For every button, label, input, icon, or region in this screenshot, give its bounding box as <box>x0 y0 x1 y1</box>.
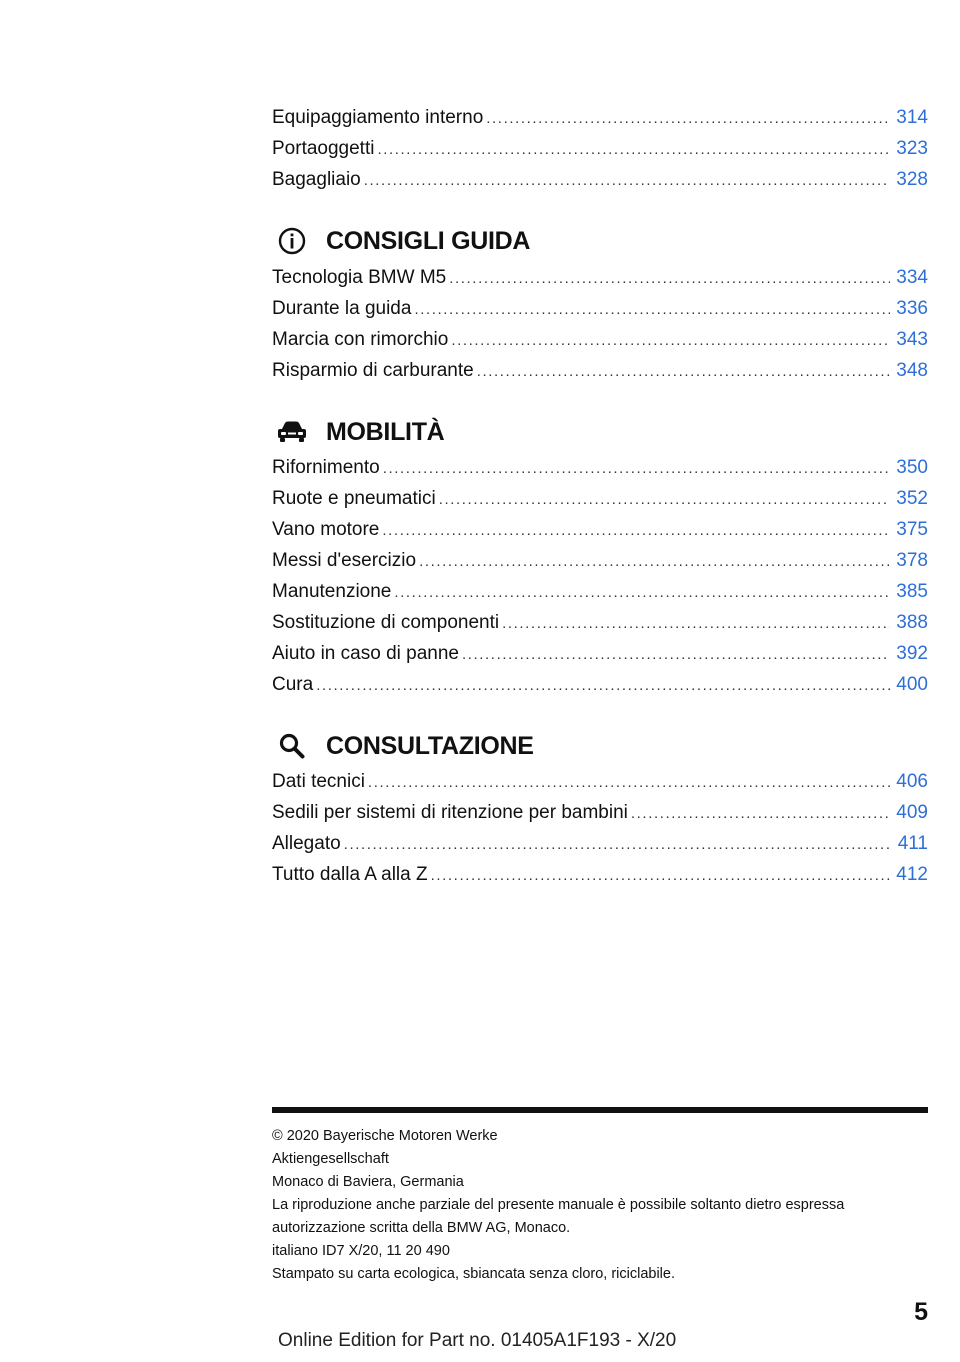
toc-entry[interactable] <box>272 103 928 133</box>
dot-leader <box>414 295 890 325</box>
toc-entry-page[interactable]: 336 <box>896 298 928 319</box>
toc-entry-label: Ruote e pneumatici <box>272 488 436 509</box>
toc-entry[interactable] <box>272 860 928 890</box>
toc-entry[interactable] <box>272 165 928 195</box>
toc-entry[interactable] <box>272 577 928 607</box>
imprint-line: La riproduzione anche parziale del presente manuale è possibile soltanto dietro espressa <box>272 1197 845 1213</box>
imprint-line: Stampato su carta ecologica, sbiancata senza cloro, riciclabile. <box>272 1266 675 1282</box>
toc-entry-page[interactable]: 412 <box>896 864 928 885</box>
car-icon <box>272 412 312 452</box>
dot-leader <box>631 799 890 829</box>
imprint-line: Monaco di Baviera, Germania <box>272 1174 464 1190</box>
toc-entry-page[interactable]: 392 <box>896 643 928 664</box>
toc-entry-page[interactable]: 385 <box>896 581 928 602</box>
dot-leader <box>477 357 891 387</box>
imprint-line: italiano ID7 X/20, 11 20 490 <box>272 1243 450 1259</box>
online-edition-footer: Online Edition for Part no. 01405A1F193 - X/20 <box>278 1330 677 1351</box>
toc-entry-label: Rifornimento <box>272 457 380 478</box>
section-title: CONSULTAZIONE <box>326 731 534 760</box>
dot-leader <box>451 326 890 356</box>
toc-entry-label: Sedili per sistemi di ritenzione per bambini <box>272 802 628 823</box>
dot-leader <box>394 578 890 608</box>
dot-leader <box>383 454 891 484</box>
toc-entry-label: Messi d'esercizio <box>272 550 417 571</box>
page-number: 5 <box>914 1298 928 1326</box>
toc-entry-label: Dati tecnici <box>272 771 365 792</box>
toc-entry-label: Equipaggiamento interno <box>272 107 484 128</box>
section-title: CONSIGLI GUIDA <box>326 226 531 255</box>
toc-entry-page[interactable]: 348 <box>896 360 928 381</box>
toc-entry-label: Risparmio di carburante <box>272 360 474 381</box>
toc-entry[interactable] <box>272 767 928 797</box>
toc-entry-label: Aiuto in caso di panne <box>272 643 459 664</box>
toc-entry[interactable] <box>272 263 928 293</box>
toc-entry[interactable] <box>272 639 928 669</box>
dot-leader <box>377 135 890 165</box>
dot-leader <box>449 264 890 294</box>
toc-entry-page[interactable]: 328 <box>896 169 928 190</box>
dot-leader <box>462 640 890 670</box>
dot-leader <box>486 104 890 134</box>
section-header-mobilita <box>272 412 928 452</box>
toc-entry[interactable] <box>272 798 928 828</box>
toc-entry-page[interactable]: 378 <box>896 550 928 571</box>
toc-entry-label: Cura <box>272 674 314 695</box>
toc-entry-label: Marcia con rimorchio <box>272 329 449 350</box>
toc-entry-label: Tutto dalla A alla Z <box>272 864 428 885</box>
toc-entry-page[interactable]: 375 <box>896 519 928 540</box>
dot-leader <box>316 671 890 701</box>
toc-entry-label: Tecnologia BMW M5 <box>272 267 447 288</box>
dot-leader <box>431 861 891 891</box>
dot-leader <box>364 166 891 196</box>
imprint-line: Aktiengesellschaft <box>272 1151 389 1167</box>
toc-entry-label: Durante la guida <box>272 298 412 319</box>
toc-entry-page[interactable]: 406 <box>896 771 928 792</box>
toc-entry[interactable] <box>272 515 928 545</box>
dot-leader <box>439 485 891 515</box>
section-header-consultazione <box>272 726 928 766</box>
toc-entry[interactable] <box>272 670 928 700</box>
search-icon <box>272 726 312 766</box>
toc-entry-label: Allegato <box>272 833 341 854</box>
toc-entry-page[interactable]: 352 <box>896 488 928 509</box>
toc-entry-page[interactable]: 409 <box>896 802 928 823</box>
toc-entry-page[interactable]: 388 <box>896 612 928 633</box>
imprint-line: autorizzazione scritta della BMW AG, Monaco. <box>272 1220 571 1236</box>
toc-entry-page[interactable]: 334 <box>896 267 928 288</box>
imprint-line: © 2020 Bayerische Motoren Werke <box>272 1128 498 1144</box>
toc-entry[interactable] <box>272 356 928 386</box>
toc-entry-label: Portaoggetti <box>272 138 375 159</box>
toc-entry-page[interactable]: 400 <box>896 674 928 695</box>
toc-entry[interactable] <box>272 294 928 324</box>
toc-entry[interactable] <box>272 829 928 859</box>
info-icon <box>272 221 312 261</box>
toc-entry-page[interactable]: 314 <box>896 107 928 128</box>
toc-entry-page[interactable]: 411 <box>897 833 928 854</box>
toc-entry[interactable] <box>272 484 928 514</box>
section-title: MOBILITÀ <box>326 417 445 446</box>
toc-entry-page[interactable]: 323 <box>896 138 928 159</box>
toc-entry[interactable] <box>272 325 928 355</box>
toc-entry-page[interactable]: 350 <box>896 457 928 478</box>
toc-entry-label: Vano motore <box>272 519 380 540</box>
toc-entry-page[interactable]: 343 <box>896 329 928 350</box>
section-header-consigli-guida <box>272 221 928 261</box>
dot-leader <box>419 547 890 577</box>
toc-entry[interactable] <box>272 546 928 576</box>
toc-entry[interactable] <box>272 134 928 164</box>
dot-leader <box>382 516 890 546</box>
toc-entry[interactable] <box>272 453 928 483</box>
footer-divider <box>272 1107 928 1113</box>
toc-entry-label: Manutenzione <box>272 581 392 602</box>
dot-leader <box>344 830 892 860</box>
toc-entry-label: Bagagliaio <box>272 169 361 190</box>
dot-leader <box>502 609 890 639</box>
toc-entry[interactable] <box>272 608 928 638</box>
imprint <box>272 1125 928 1286</box>
dot-leader <box>368 768 890 798</box>
toc-entry-label: Sostituzione di componenti <box>272 612 500 633</box>
